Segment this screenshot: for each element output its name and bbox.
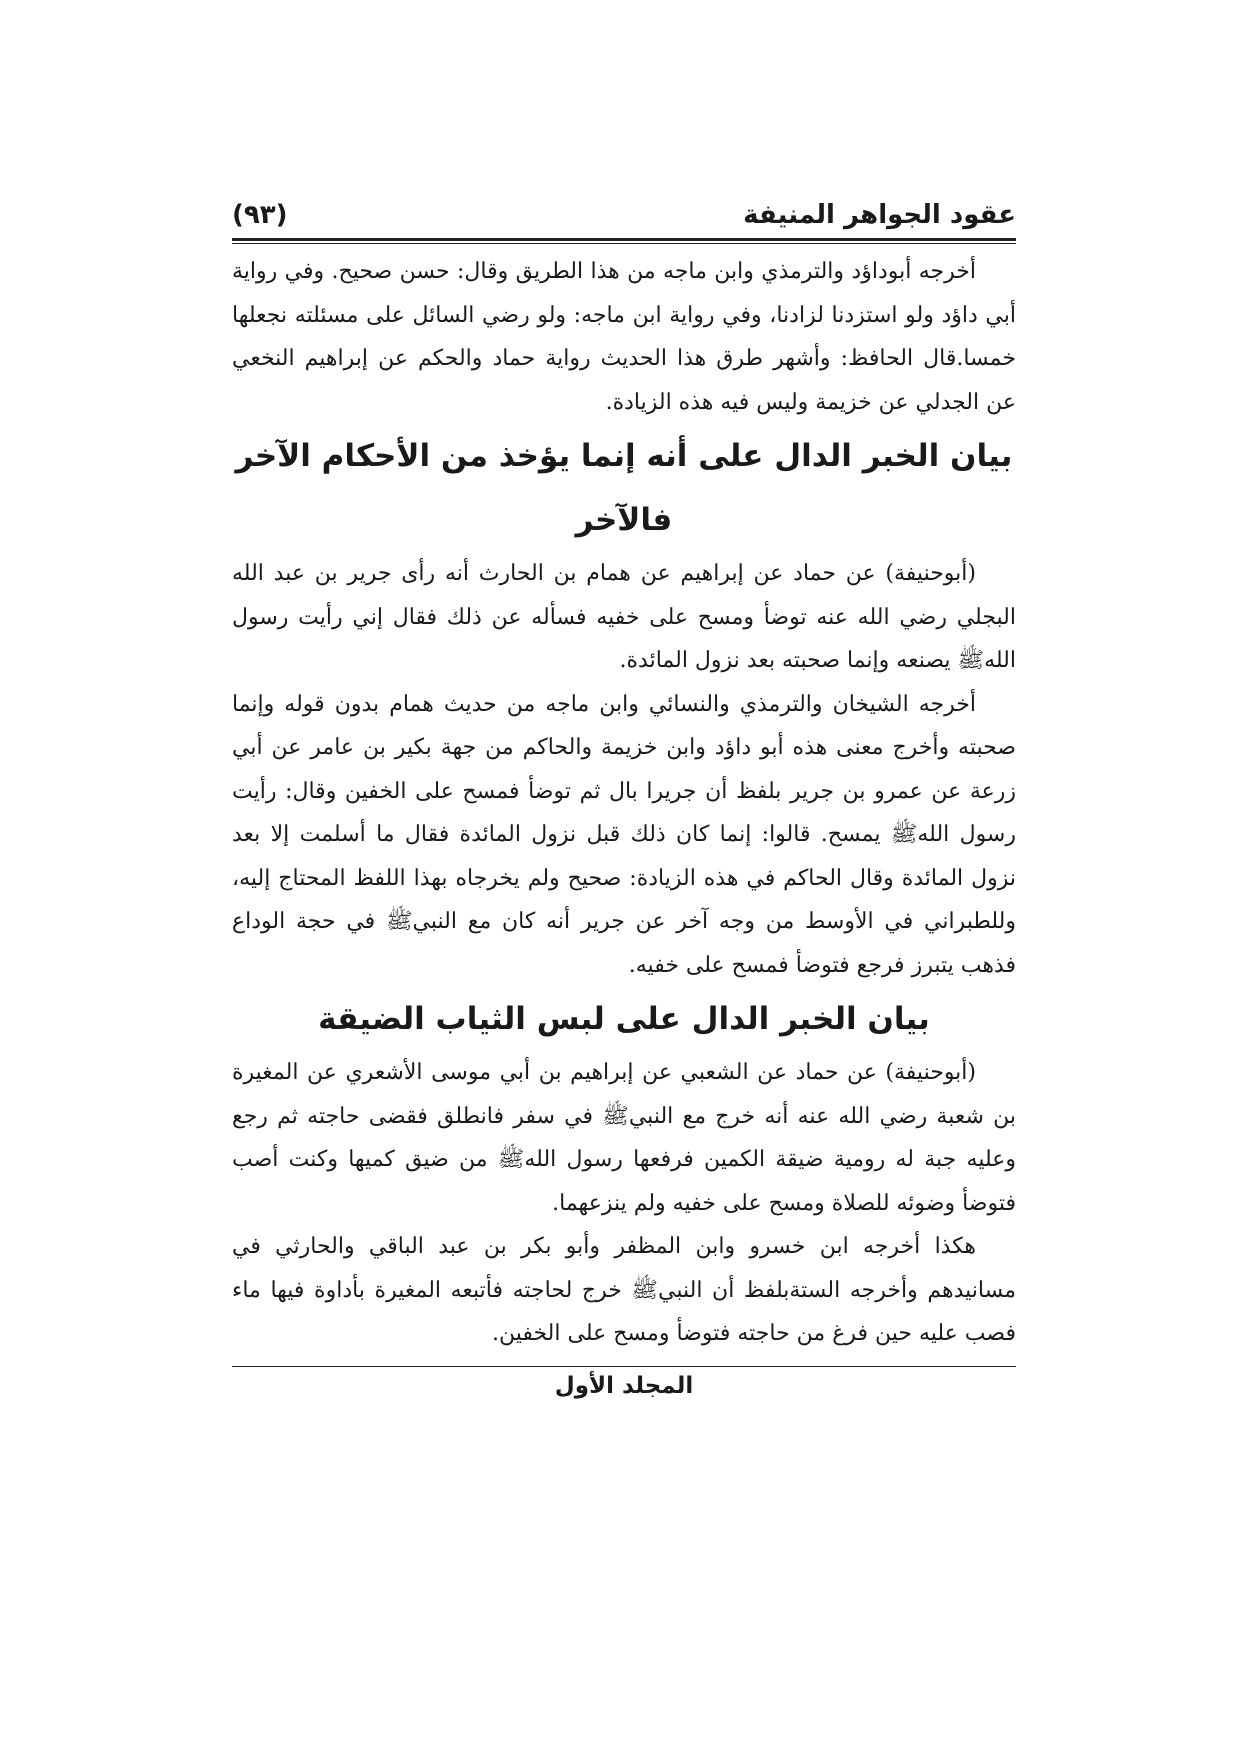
volume-label: المجلد الأول [554, 1372, 694, 1399]
footer-divider [232, 1366, 1016, 1367]
book-page [232, 186, 1016, 1399]
page-body [232, 250, 1016, 1356]
paragraph-3: أخرجه الشيخان والترمذي والنسائي وابن ماجه من حديث همام بدون قوله وإنما صحبته وأخرج معنى هذه أبو داؤد وابن خزيمة والحاكم من جهة بكير بن عامر عن أبي زرعة عن عمرو بن جرير بلفظ أن جريرا بال ثم توضأ فمسح على الخفين وقال: رأيت رسول اللهﷺ يمسح. قالوا: إنما كان ذلك قبل نزول المائدة فقال ما أسلمت إلا بعد نزول المائدة وقال الحاكم في هذه الزيادة: صحيح ولم يخرجاه بهذا اللفظ المحتاج إليه، وللطبراني في الأوسط من وجه آخر عن جرير أنه كان مع النبيﷺ في حجة الوداع فذهب يتبرز فرجع فتوضأ فمسح على خفيه. [232, 691, 1016, 978]
section-heading-2: بيان الخبر الدال على لبس الثياب الضيقة [318, 1001, 930, 1037]
book-title: عقود الجواهر المنيفة [743, 200, 1016, 230]
running-header [232, 186, 1016, 230]
paragraph-2: (أبوحنيفة) عن حماد عن إبراهيم عن همام بن الحارث أنه رأى جرير بن عبد الله البجلي رضي الله عنه توضأ ومسح على خفيه فسأله عن ذلك فقال إني رأيت رسول اللهﷺ يصنعه وإنما صحبته بعد نزول المائدة. [232, 561, 1016, 673]
paragraph-4: (أبوحنيفة) عن حماد عن الشعبي عن إبراهيم بن أبي موسى الأشعري عن المغيرة بن شعبة رضي الله عنه أنه خرج مع النبيﷺ في سفر فانطلق فقضى حاجته ثم رجع وعليه جبة له رومية ضيقة الكمين فرفعها رسول اللهﷺ من ضيق كميها وكنت أصب فتوضأ وضوئه للصلاة ومسح على خفيه ولم ينزعهما. [232, 1060, 1016, 1216]
paragraph-1: أخرجه أبوداؤد والترمذي وابن ماجه من هذا الطريق وقال: حسن صحيح. وفي رواية أبي داؤد ولو استزدنا لزادنا، وفي رواية ابن ماجه: ولو رضي السائل على مسئلته نجعلها خمسا.قال الحافظ: وأشهر طرق هذا الحديث رواية حماد والحكم عن إبراهيم النخعي عن الجدلي عن خزيمة وليس فيه هذه الزيادة. [232, 259, 1016, 415]
page-number: (٩٣) [232, 200, 288, 230]
section-heading-1: بيان الخبر الدال على أنه إنما يؤخذ من الأحكام الآخر فالآخر [235, 438, 1013, 538]
paragraph-5: هكذا أخرجه ابن خسرو وابن المظفر وأبو بكر بن عبد الباقي والحارثي في مسانيدهم وأخرجه الستةبلفظ أن النبيﷺ خرج لحاجته فأتبعه المغيرة بأداوة فيها ماء فصب عليه حين فرغ من حاجته فتوضأ ومسح على الخفين. [232, 1234, 1016, 1346]
header-divider [232, 238, 1016, 244]
